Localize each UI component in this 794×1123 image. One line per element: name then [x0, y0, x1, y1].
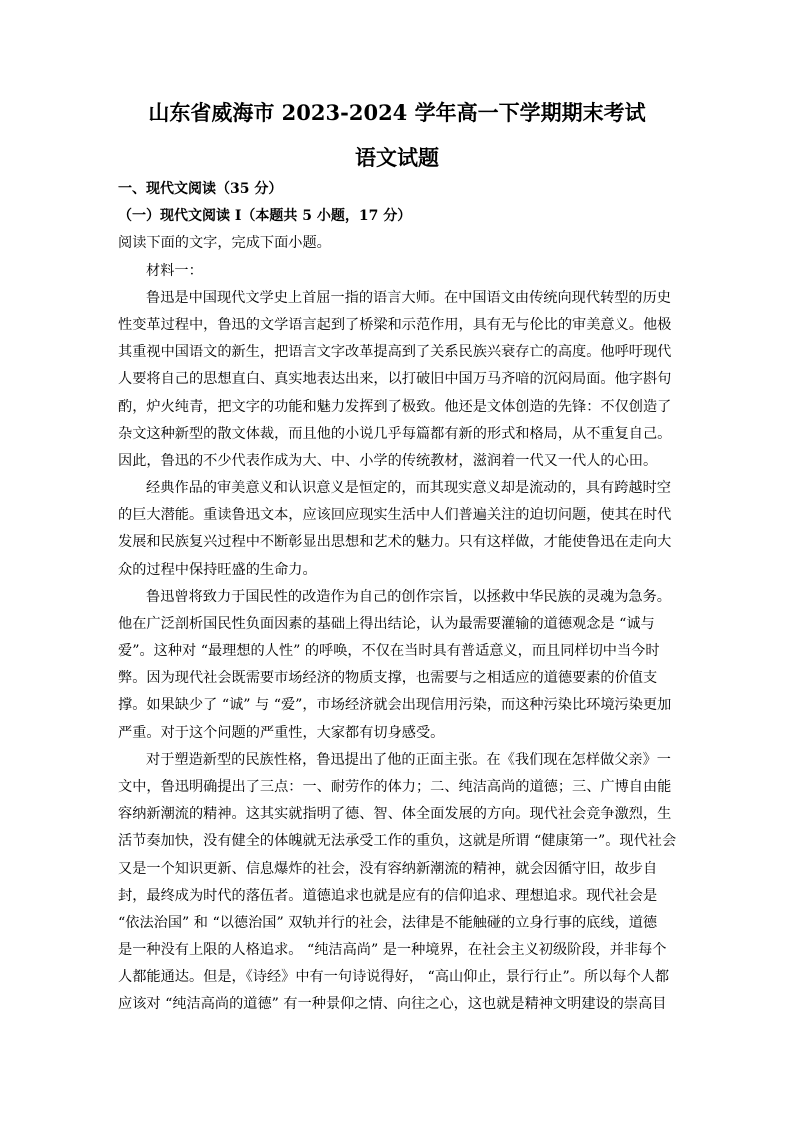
text-line: 发展和民族复兴过程中不断彰显出思想和艺术的魅力。只有这样做，才能使鲁迅在走向大: [118, 534, 672, 550]
text-line: 鲁迅曾将致力于国民性的改造作为自己的创作宗旨，以拯救中华民族的灵魂为急务。: [146, 589, 671, 605]
text-line: 是一种没有上限的人格追求。 “纯洁高尚” 是一种境界，在社会主义初级阶段，并非每个: [118, 942, 667, 958]
section-heading: 一、现代文阅读（35 分）: [118, 181, 283, 197]
text-line: 应该对 “纯洁高尚的道德” 有一种景仰之情、向往之心，这也就是精神文明建设的崇高目: [118, 996, 667, 1012]
text-line: 容纳新潮流的精神。这其实就指明了德、智、体全面发展的方向。现代社会竞争激烈，生: [118, 806, 672, 822]
text-line: 又是一个知识更新、信息爆炸的社会，没有容纳新潮流的精神，就会因循守旧，故步自: [118, 861, 658, 877]
text-line: 杂文这种新型的散文体裁，而且他的小说几乎每篇都有新的形式和格局，从不重复自己。: [118, 426, 672, 442]
text-line: 鲁迅是中国现代文学史上首屈一指的语言大师。在中国语文由传统向现代转型的历史: [146, 290, 671, 306]
document-subtitle: 语文试题: [355, 145, 439, 170]
material-label: 材料一：: [146, 263, 203, 279]
text-line: 酌，炉火纯青，把文字的功能和魅力发挥到了极致。他还是文体创造的先锋：不仅创造了: [118, 399, 672, 415]
subsection-heading: （一）现代文阅读 I（本题共 5 小题，17 分）: [118, 208, 412, 224]
text-line: 众的过程中保持旺盛的生命力。: [118, 562, 317, 578]
text-line: 文中，鲁迅明确提出了三点：一、耐劳作的体力；二、纯洁高尚的道德；三、广博自由能: [118, 779, 672, 795]
text-line: 封，最终成为时代的落伍者。道德追求也就是应有的信仰追求、理想追求。现代社会是: [118, 888, 658, 904]
text-line: 性变革过程中，鲁迅的文学语言起到了桥梁和示范作用，具有无与伦比的审美意义。他极: [118, 317, 672, 333]
document-title: 山东省威海市 2023-2024 学年高一下学期期末考试: [148, 100, 646, 125]
text-line: 弊。因为现代社会既需要市场经济的物质支撑，也需要与之相适应的道德要素的价值支: [118, 670, 658, 686]
text-line: 活节奏加快，没有健全的体魄就无法承受工作的重负，这就是所谓 “健康第一”。现代社会: [118, 833, 677, 849]
text-line: “依法治国” 和 “以德治国” 双轨并行的社会，法律是不能触碰的立身行事的底线，道德: [118, 915, 658, 931]
text-line: 其重视中国语文的新生，把语言文字改革提高到了关系民族兴衰存亡的高度。他呼吁现代: [118, 344, 672, 360]
text-line: 人都能通达。但是，《诗经》中有一句诗说得好， “高山仰止，景行行止”。所以每个人都: [118, 969, 670, 985]
text-line: 爱”。这种对 “最理想的人性” 的呼唤，不仅在当时具有普适意义，而且同样切中当今时: [118, 643, 660, 659]
text-line: 对于塑造新型的民族性格，鲁迅提出了他的正面主张。在《我们现在怎样做父亲》一: [146, 752, 671, 768]
text-line: 严重。对于这个问题的严重性，大家都有切身感受。: [118, 725, 445, 741]
text-line: 撑。如果缺少了 “诚” 与 “爱”，市场经济就会出现信用污染，而这种污染比环境污染更加: [118, 697, 672, 713]
text-line: 他在广泛剖析国民性负面因素的基础上得出结论，认为最需要灌输的道德观念是 “诚与: [118, 616, 655, 632]
text-line: 的巨大潜能。重读鲁迅文本，应该回应现实生活中人们普遍关注的迫切问题，使其在时代: [118, 507, 672, 523]
text-line: 因此，鲁迅的不少代表作成为大、中、小学的传统教材，滋润着一代又一代人的心田。: [118, 453, 658, 469]
instruction-text: 阅读下面的文字，完成下面小题。: [118, 235, 331, 251]
text-line: 人要将自己的思想直白、真实地表达出来，以打破旧中国万马齐喑的沉闷局面。他字斟句: [118, 371, 672, 387]
text-line: 经典作品的审美意义和认识意义是恒定的，而其现实意义却是流动的，具有跨越时空: [146, 480, 671, 496]
